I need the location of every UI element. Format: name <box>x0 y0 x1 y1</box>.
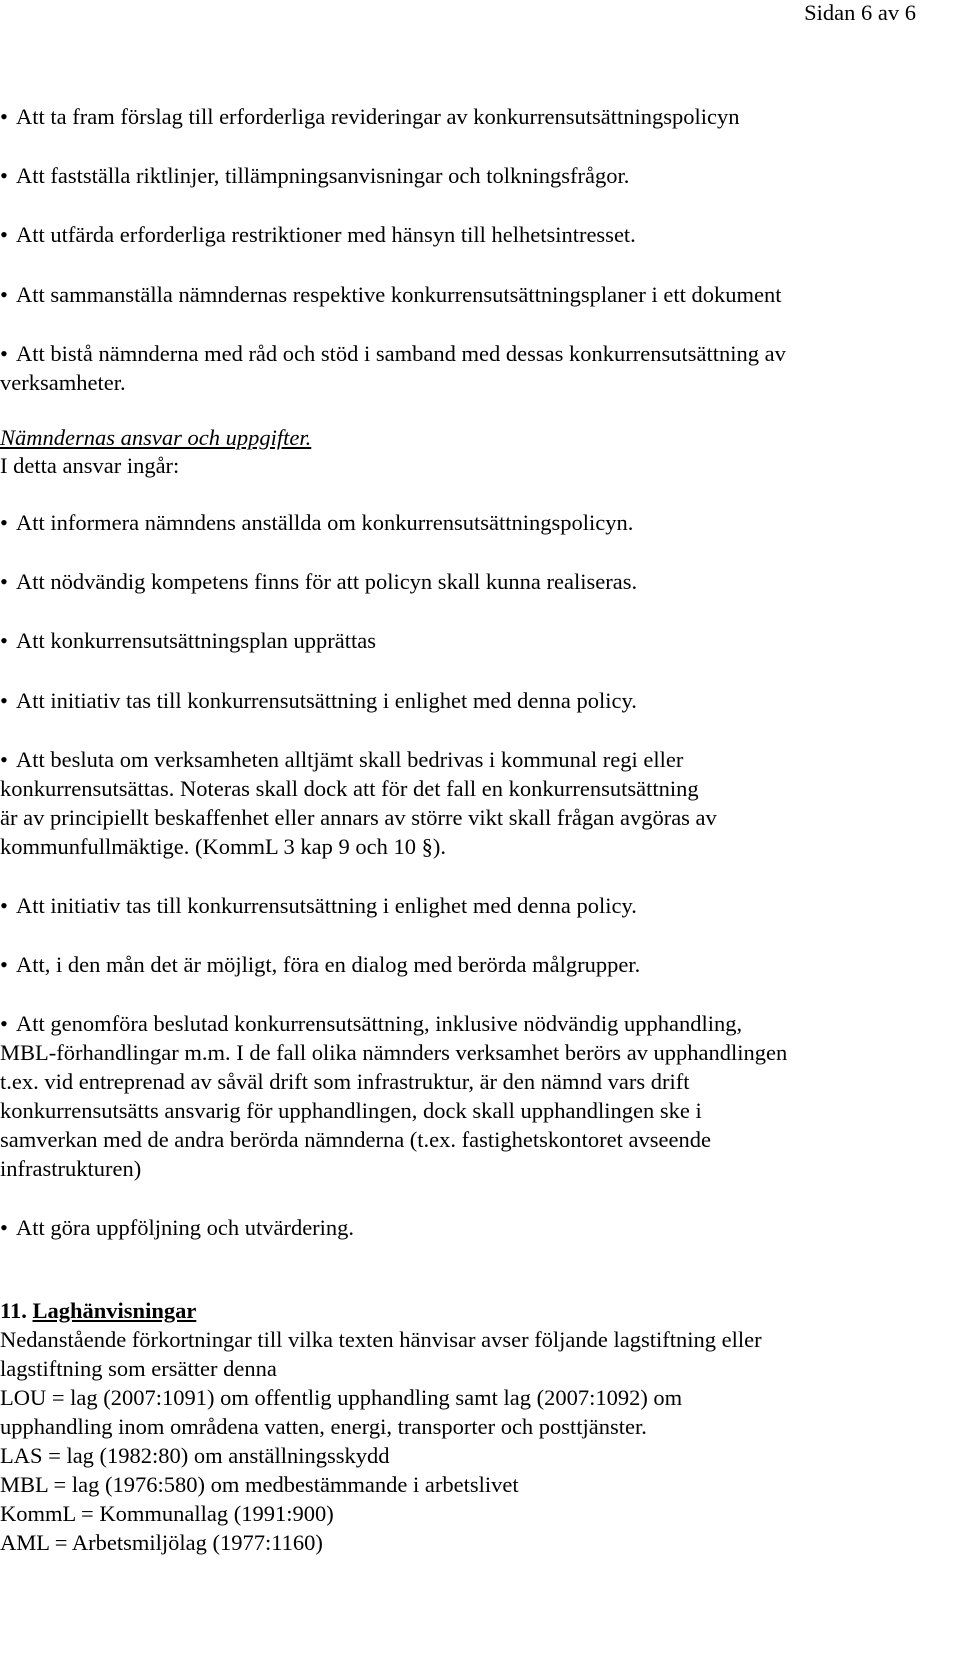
paragraph-line: MBL = lag (1976:580) om medbestämmande i arbetslivet <box>0 1472 519 1497</box>
list-item <box>0 222 636 248</box>
list-item <box>0 747 683 773</box>
list-item-text: Att göra uppföljning och utvärdering. <box>16 1215 355 1240</box>
section-intro: I detta ansvar ingår: <box>0 453 180 478</box>
list-item-text: Att besluta om verksamheten alltjämt skall bedrivas i kommunal regi eller <box>16 747 684 772</box>
list-item-text: Att nödvändig kompetens finns för att policyn skall kunna realiseras. <box>16 569 638 594</box>
list-item-continuation: verksamheter. <box>0 370 126 395</box>
list-item-continuation: konkurrensutsättas. Noteras skall dock att för det fall en konkurrensutsättning <box>0 776 699 801</box>
page-number: Sidan 6 av 6 <box>804 0 916 25</box>
bullet-icon: • <box>0 569 8 594</box>
list-item <box>0 628 376 654</box>
list-item-text: Att fastställa riktlinjer, tillämpningsanvisningar och tolkningsfrågor. <box>16 163 630 188</box>
list-item-text: Att sammanställa nämndernas respektive konkurrensutsättningsplaner i ett dokument <box>16 282 782 307</box>
section-heading: Nämndernas ansvar och uppgifter. <box>0 425 312 450</box>
list-item-text: Att bistå nämnderna med råd och stöd i samband med dessas konkurrensutsättning av <box>16 341 786 366</box>
list-item-text: Att informera nämndens anställda om konkurrensutsättningspolicyn. <box>16 510 634 535</box>
paragraph-line: AML = Arbetsmiljölag (1977:1160) <box>0 1530 323 1555</box>
bullet-icon: • <box>0 952 8 977</box>
list-item-text: Att genomföra beslutad konkurrensutsättning, inklusive nödvändig upphandling, <box>16 1011 743 1036</box>
paragraph-line: upphandling inom områdena vatten, energi, transporter och posttjänster. <box>0 1414 647 1439</box>
list-item <box>0 104 740 130</box>
list-item <box>0 1011 742 1037</box>
list-item-text: Att initiativ tas till konkurrensutsättning i enlighet med denna policy. <box>16 688 637 713</box>
bullet-icon: • <box>0 1215 8 1240</box>
list-item <box>0 341 786 367</box>
bullet-icon: • <box>0 688 8 713</box>
bullet-icon: • <box>0 893 8 918</box>
paragraph-line: lagstiftning som ersätter denna <box>0 1356 277 1381</box>
list-item-continuation: MBL-förhandlingar m.m. I de fall olika nämnders verksamhet berörs av upphandlingen <box>0 1040 788 1065</box>
bullet-icon: • <box>0 628 8 653</box>
list-item-continuation: är av principiellt beskaffenhet eller annars av större vikt skall frågan avgöras av <box>0 805 717 830</box>
paragraph-line: KommL = Kommunallag (1991:900) <box>0 1501 334 1526</box>
bullet-icon: • <box>0 1011 8 1036</box>
section-title: Laghänvisningar <box>32 1298 197 1323</box>
list-item <box>0 952 640 978</box>
list-item <box>0 282 781 308</box>
list-item-continuation: konkurrensutsätts ansvarig för upphandlingen, dock skall upphandlingen ske i <box>0 1098 702 1123</box>
list-item <box>0 569 637 595</box>
list-item-continuation: infrastrukturen) <box>0 1156 142 1181</box>
list-item-text: Att ta fram förslag till erforderliga revideringar av konkurrensutsättningspolicyn <box>16 104 740 129</box>
list-item-continuation: samverkan med de andra berörda nämnderna (t.ex. fastighetskontoret avseende <box>0 1127 711 1152</box>
list-item <box>0 688 637 714</box>
bullet-icon: • <box>0 341 8 366</box>
section-number: 11. <box>0 1298 27 1323</box>
list-item-text: Att initiativ tas till konkurrensutsättning i enlighet med denna policy. <box>16 893 637 918</box>
bullet-icon: • <box>0 222 8 247</box>
bullet-icon: • <box>0 510 8 535</box>
list-item <box>0 1215 354 1241</box>
section-heading <box>0 1298 196 1324</box>
list-item-continuation: kommunfullmäktige. (KommL 3 kap 9 och 10 §). <box>0 834 446 859</box>
bullet-icon: • <box>0 104 8 129</box>
list-item <box>0 893 637 919</box>
paragraph-line: Nedanstående förkortningar till vilka texten hänvisar avser följande lagstiftning eller <box>0 1327 762 1352</box>
list-item-text: Att konkurrensutsättningsplan upprättas <box>16 628 376 653</box>
list-item-text: Att utfärda erforderliga restriktioner med hänsyn till helhetsintresset. <box>16 222 636 247</box>
list-item-text: Att, i den mån det är möjligt, föra en dialog med berörda målgrupper. <box>16 952 641 977</box>
paragraph-line: LAS = lag (1982:80) om anställningsskydd <box>0 1443 390 1468</box>
list-item <box>0 163 629 189</box>
bullet-icon: • <box>0 282 8 307</box>
list-item-continuation: t.ex. vid entreprenad av såväl drift som infrastruktur, är den nämnd vars drift <box>0 1069 690 1094</box>
paragraph-line: LOU = lag (2007:1091) om offentlig upphandling samt lag (2007:1092) om <box>0 1385 683 1410</box>
list-item <box>0 510 633 536</box>
bullet-icon: • <box>0 747 8 772</box>
bullet-icon: • <box>0 163 8 188</box>
